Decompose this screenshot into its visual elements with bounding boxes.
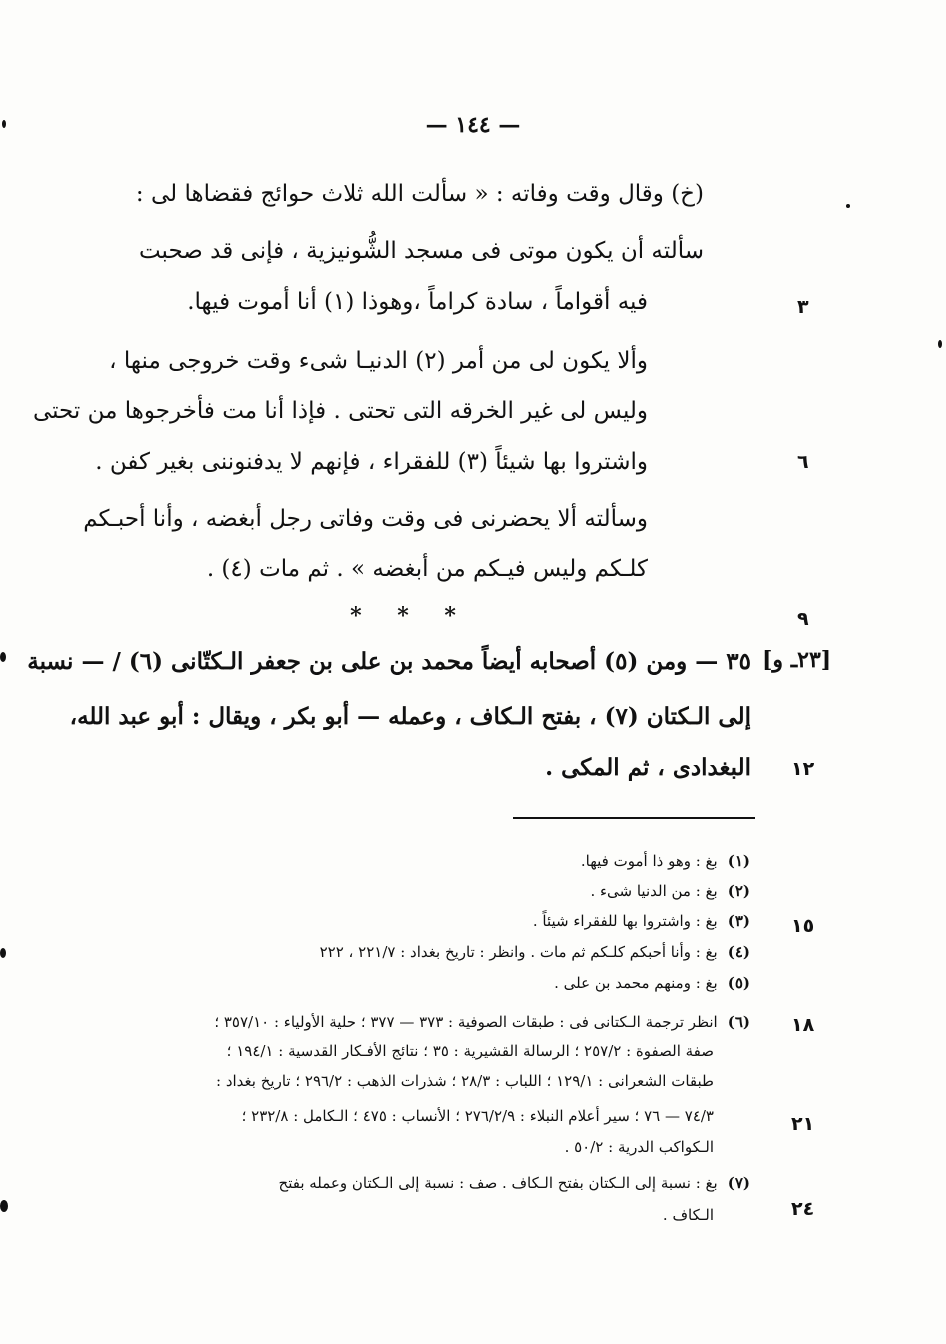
footnote-continuation: ٧٤/٣ — ٧٦ ؛ سير أعلام النبلاء : ٢٧٦/٢/٩ ؛ الأنساب : ٤٧٥ ؛ الـكامل : ٢٣٢/٨ ؛ bbox=[241, 1107, 714, 1125]
footnote-continuation: الـكواكب الدرية : ٥٠/٢ . bbox=[564, 1138, 714, 1156]
footnote bbox=[590, 880, 750, 902]
body-line: (خ) وقال وقت وفاته : « سألت الله ثلاث حوائج فقضاها لى : bbox=[135, 181, 704, 207]
line-number: ٩ bbox=[797, 608, 809, 630]
line-number: ٣ bbox=[797, 296, 809, 318]
footnote-continuation: طبقات الشعرانى : ١٢٩/١ ؛ اللباب : ٢٨/٣ ؛ شذرات الذهب : ٢٩٦/٢ ؛ تاريخ بغداد : bbox=[216, 1072, 714, 1090]
footnote-text: بغ : ومنهم محمد بن على . bbox=[554, 974, 718, 992]
scan-speck bbox=[846, 204, 850, 208]
footnote-continuation: صفة الصفوة : ٢٥٧/٢ ؛ الرسالة القشيرية : ٣٥ ؛ نتائج الأفـكار القدسية : ١٩٤/١ ؛ bbox=[226, 1042, 714, 1060]
footnote bbox=[320, 941, 750, 963]
footnote-label: (٧) bbox=[727, 1174, 750, 1192]
footnote-separator bbox=[513, 817, 755, 819]
line-number: ٢١ bbox=[791, 1113, 815, 1135]
footnote-label: (٥) bbox=[727, 974, 750, 992]
body-line: واشتروا بها شيئاً (٣) للفقراء ، فإنهم لا يدفنوننى بغير كفن . bbox=[95, 449, 648, 475]
footnote bbox=[279, 1172, 750, 1194]
footnote-continuation: الـكاف . bbox=[662, 1206, 714, 1224]
footnote-text: بغ : من الدنيا شىء . bbox=[590, 882, 718, 900]
footnote-text: بغ : نسبة إلى الـكتان بفتح الـكاف . صف : نسبة إلى الـكتان وعمله بفتح bbox=[278, 1174, 718, 1192]
scan-speck bbox=[0, 948, 6, 958]
body-line: إلى الـكتان (٧) ، بفتح الـكاف ، وعمله — أبو بكر ، ويقال : أبو عبد الله، bbox=[69, 703, 751, 730]
scan-speck bbox=[0, 1200, 8, 1212]
footnote-text: بغ : وهو ذا أموت فيها. bbox=[580, 852, 718, 870]
section-marker: [٢٣ـ و] bbox=[762, 647, 832, 673]
scan-speck bbox=[2, 120, 6, 128]
footnote-label: (٤) bbox=[727, 943, 750, 961]
footnote-label: (٦) bbox=[727, 1013, 750, 1031]
body-line: البغدادى ، ثم المكى . bbox=[545, 754, 751, 781]
section-divider-stars: * * * bbox=[350, 603, 470, 629]
line-number: ١٥ bbox=[791, 915, 815, 937]
footnote bbox=[554, 972, 750, 994]
scan-speck bbox=[0, 652, 6, 662]
body-line: سألته أن يكون موتى فى مسجد الشُّونيزية ، فإنى قد صحبت bbox=[138, 238, 704, 264]
footnote bbox=[533, 910, 750, 932]
line-number: ١٨ bbox=[791, 1014, 815, 1036]
footnote-label: (٢) bbox=[727, 882, 750, 900]
body-line: فيه أقواماً ، سادة كراماً ،وهوذا (١) أنا أموت فيها. bbox=[187, 289, 648, 315]
body-line: وليس لى غير الخرقه التى تحتى . فإذا أنا مت فأخرجوها من تحتى bbox=[32, 398, 648, 424]
scan-speck bbox=[938, 340, 942, 348]
page-number: — ١٤٤ — bbox=[425, 112, 521, 138]
footnote-label: (١) bbox=[727, 852, 750, 870]
line-number: ٢٤ bbox=[791, 1198, 815, 1220]
body-line: وألا يكون لى من أمر (٢) الدنيـا شىء وقت خروجى منها ، bbox=[109, 348, 648, 374]
body-line: كلـكم وليس فيـكم من أبغضه » . ثم مات (٤) . bbox=[206, 556, 648, 582]
footnote bbox=[581, 850, 750, 872]
footnote-text: بغ : واشتروا بها للفقراء شيئاً . bbox=[532, 912, 718, 930]
footnote-label: (٣) bbox=[727, 912, 750, 930]
line-number: ٦ bbox=[797, 451, 809, 473]
footnote-text: بغ : وأنا أحبكم كلـكم ثم مات . وانظر : تاريخ بغداد : ٢٢١/٧ ، ٢٢٢ bbox=[319, 943, 718, 961]
line-number: ١٢ bbox=[791, 758, 815, 780]
footnote bbox=[214, 1011, 750, 1033]
footnote-text: انظر ترجمة الـكتانى فى : طبقات الصوفية : ٣٧٣ — ٣٧٧ ؛ حلية الأولياء : ٣٥٧/١٠ ؛ bbox=[214, 1013, 718, 1031]
body-line: وسألته ألا يحضرنى فى وقت وفاتى رجل أبغضه ، وأنا أحبـكم bbox=[83, 506, 648, 532]
body-line: ٣٥ — ومن (٥) أصحابه أيضاً محمد بن على بن جعفر الـكتّانى (٦) / — نسبة bbox=[27, 648, 751, 675]
